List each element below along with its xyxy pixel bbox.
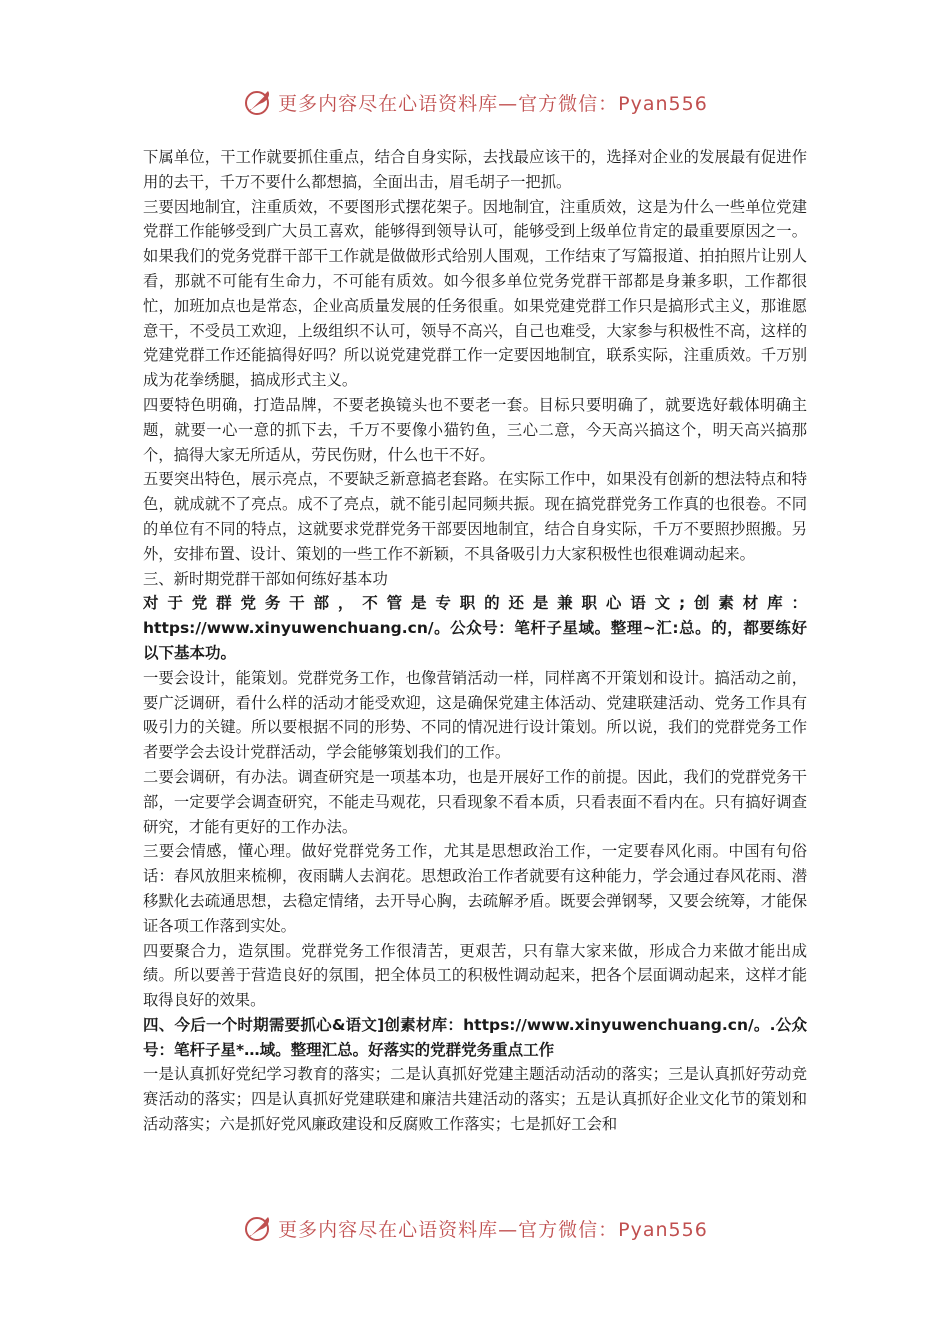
watermark-footer	[0, 1212, 950, 1244]
feather-pen-logo-icon	[242, 1212, 274, 1244]
paragraph: 三要因地制宜，注重质效，不要图形式摆花架子。因地制宜，注重质效，这是为什么一些单位党建党群工作能够受到广大员工喜欢，能够得到领导认可，能够受到上级单位肯定的最重要原因之一。如果我们的党务党群干部干工作就是做做形式给别人围观，工作结束了写篇报道、拍拍照片让别人看，那就不可能有生命力，不可能有质效。如今很多单位党务党群干部都是身兼多职，工作都很忙，加班加点也是常态，企业高质量发展的任务很重。如果党建党群工作只是搞形式主义，那谁愿意干，不受员工欢迎，上级组织不认可，领导不高兴，自己也难受，大家参与积极性不高，这样的党建党群工作还能搞得好吗？所以说党建党群工作一定要因地制宜，联系实际，注重质效。千万别成为花拳绣腿，搞成形式主义。	[143, 197, 807, 390]
section-heading-bold: 四、今后一个时期需要抓心&语文]创素材库：https://www.xinyuwenchuang.cn/。.公众号：笔杆子星*…域。整理汇总。好落实的党群党务重点工作	[143, 1015, 807, 1059]
bold-paragraph: 对于党群党务干部，不管是专职的还是兼职心语文;创素材库：https://www.xinyuwenchuang.cn/。公众号：笔杆子星域。整理~汇:总。的，都要练好以下基本功。	[143, 594, 807, 662]
watermark-header	[0, 86, 950, 118]
feather-pen-logo-icon	[242, 86, 274, 118]
document-body	[143, 145, 807, 1137]
paragraph: 下属单位，干工作就要抓住重点，结合自身实际，去找最应该干的，选择对企业的发展最有促进作用的去干，千万不要什么都想搞，全面出击，眉毛胡子一把抓。	[143, 148, 807, 191]
paragraph: 一是认真抓好党纪学习教育的落实；二是认真抓好党建主题活动活动的落实；三是认真抓好劳动竞赛活动的落实；四是认真抓好党建联建和廉洁共建活动的落实；五是认真抓好企业文化节的策划和活动落实；六是抓好党风廉政建设和反腐败工作落实；七是抓好工会和	[143, 1065, 807, 1134]
watermark-text: 更多内容尽在心语资料库—官方微信：Pyan556	[278, 1218, 708, 1241]
paragraph: 三要会情感，懂心理。做好党群党务工作，尤其是思想政治工作，一定要春风化雨。中国有句俗话：春风放胆来梳柳，夜雨瞒人去润花。思想政治工作者就要有这种能力，学会通过春风花雨、潜移默化去疏通思想，去稳定情绪，去开导心胸，去疏解矛盾。既要会弹钢琴，又要会统筹，才能保证各项工作落到实处。	[143, 842, 807, 935]
paragraph: 四要特色明确，打造品牌，不要老换镜头也不要老一套。目标只要明确了，就要选好载体明确主题，就要一心一意的抓下去，千万不要像小猫钓鱼，三心二意，今天高兴搞这个，明天高兴搞那个，搞得大家无所适从，劳民伤财，什么也干不好。	[143, 395, 807, 464]
paragraph: 二要会调研，有办法。调查研究是一项基本功，也是开展好工作的前提。因此，我们的党群党务干部，一定要学会调查研究，不能走马观花，只看现象不看本质，只看表面不看内在。只有搞好调查研究，才能有更好的工作办法。	[143, 767, 807, 836]
watermark-text: 更多内容尽在心语资料库—官方微信：Pyan556	[278, 92, 708, 115]
paragraph: 一要会设计，能策划。党群党务工作，也像营销活动一样，同样离不开策划和设计。搞活动之前，要广泛调研，看什么样的活动才能受欢迎，这是确保党建主体活动、党建联建活动、党务工作具有吸引力的关键。所以要根据不同的形势、不同的情况进行设计策划。所以说，我们的党群党务工作者要学会去设计党群活动，学会能够策划我们的工作。	[143, 668, 807, 762]
section-heading: 三、新时期党群干部如何练好基本功	[143, 569, 388, 588]
paragraph: 五要突出特色，展示亮点，不要缺乏新意搞老套路。在实际工作中，如果没有创新的想法特点和特色，就成就不了亮点。成不了亮点，就不能引起同频共振。现在搞党群党务工作真的也很卷。不同的单位有不同的特点，这就要求党群党务干部要因地制宜，结合自身实际，千万不要照抄照搬。另外，安排布置、设计、策划的一些工作不新颖，不具备吸引力大家积极性也很难调动起来。	[143, 470, 807, 563]
paragraph: 四要聚合力，造氛围。党群党务工作很清苦，更艰苦，只有靠大家来做，形成合力来做才能出成绩。所以要善于营造良好的氛围，把全体员工的积极性调动起来，把各个层面调动起来，这样才能取得良好的效果。	[143, 941, 807, 1010]
